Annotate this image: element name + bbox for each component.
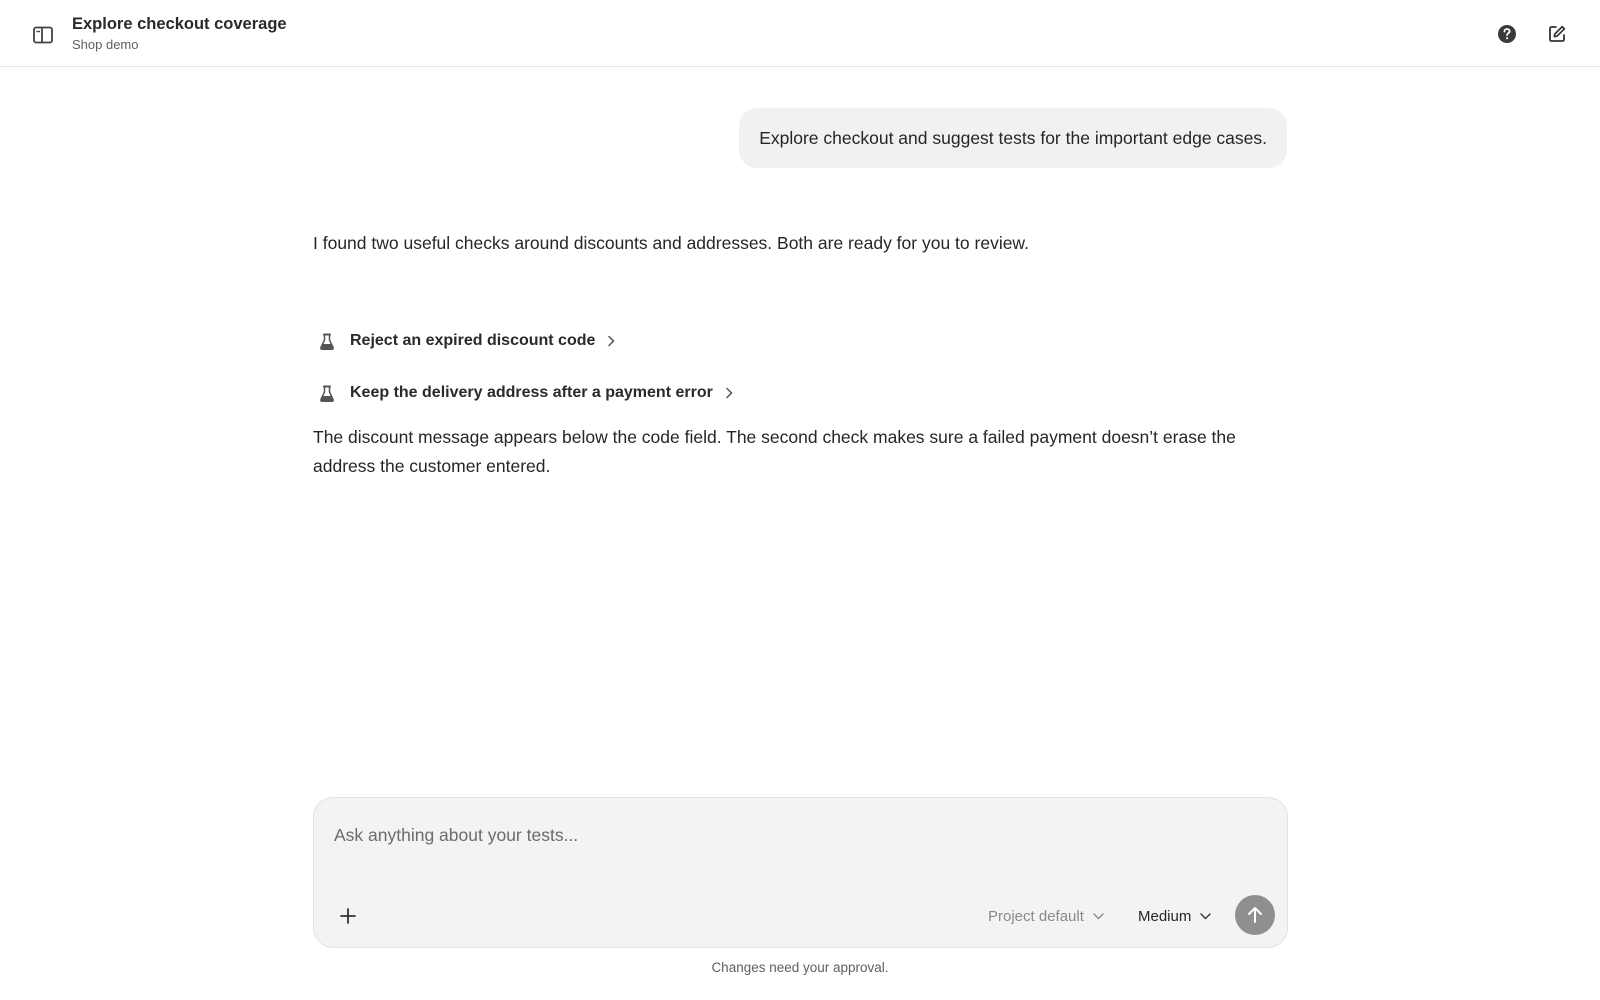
test-link-expired-discount[interactable] [318,325,619,357]
project-select-value: Project default [988,907,1084,925]
test-link-label: Keep the delivery address after a payment error [350,384,713,401]
assistant-message-intro: I found two useful checks around discounts and addresses. Both are ready for you to review. [313,233,1029,253]
help-button[interactable] [1492,19,1522,49]
message-input[interactable] [334,820,1264,850]
composer [313,797,1288,948]
page-title: Explore checkout coverage [72,15,287,33]
send-button[interactable] [1235,895,1275,935]
plus-icon [340,908,356,924]
chevron-down-icon [1093,913,1104,920]
sidebar-toggle-icon [33,26,53,44]
attach-button[interactable] [334,902,362,930]
compose-icon [1547,24,1567,44]
effort-select-value: Medium [1138,907,1192,925]
new-chat-button[interactable] [1542,19,1572,49]
top-bar [0,0,1600,67]
test-link-delivery-address[interactable] [318,377,737,409]
test-link-label: Reject an expired discount code [350,332,596,349]
title-block [72,14,287,53]
user-message-bubble: Explore checkout and suggest tests for the important edge cases. [739,108,1287,168]
arrow-up-icon [1247,906,1263,924]
chevron-down-icon [1200,913,1211,920]
sidebar-toggle-button[interactable] [28,20,58,50]
flask-icon [318,384,336,402]
chevron-right-icon [725,387,737,399]
effort-select[interactable] [1138,902,1211,930]
flask-icon [318,332,336,350]
project-name: Shop demo [72,37,139,52]
project-select[interactable] [988,902,1104,930]
assistant-message-followup: The discount message appears below the code field. The second check makes sure a failed payment doesn’t erase the address the customer entered. [313,427,1236,476]
chevron-right-icon [607,335,619,347]
approval-note: Changes need your approval. [711,960,889,975]
help-circle-icon [1497,24,1517,44]
